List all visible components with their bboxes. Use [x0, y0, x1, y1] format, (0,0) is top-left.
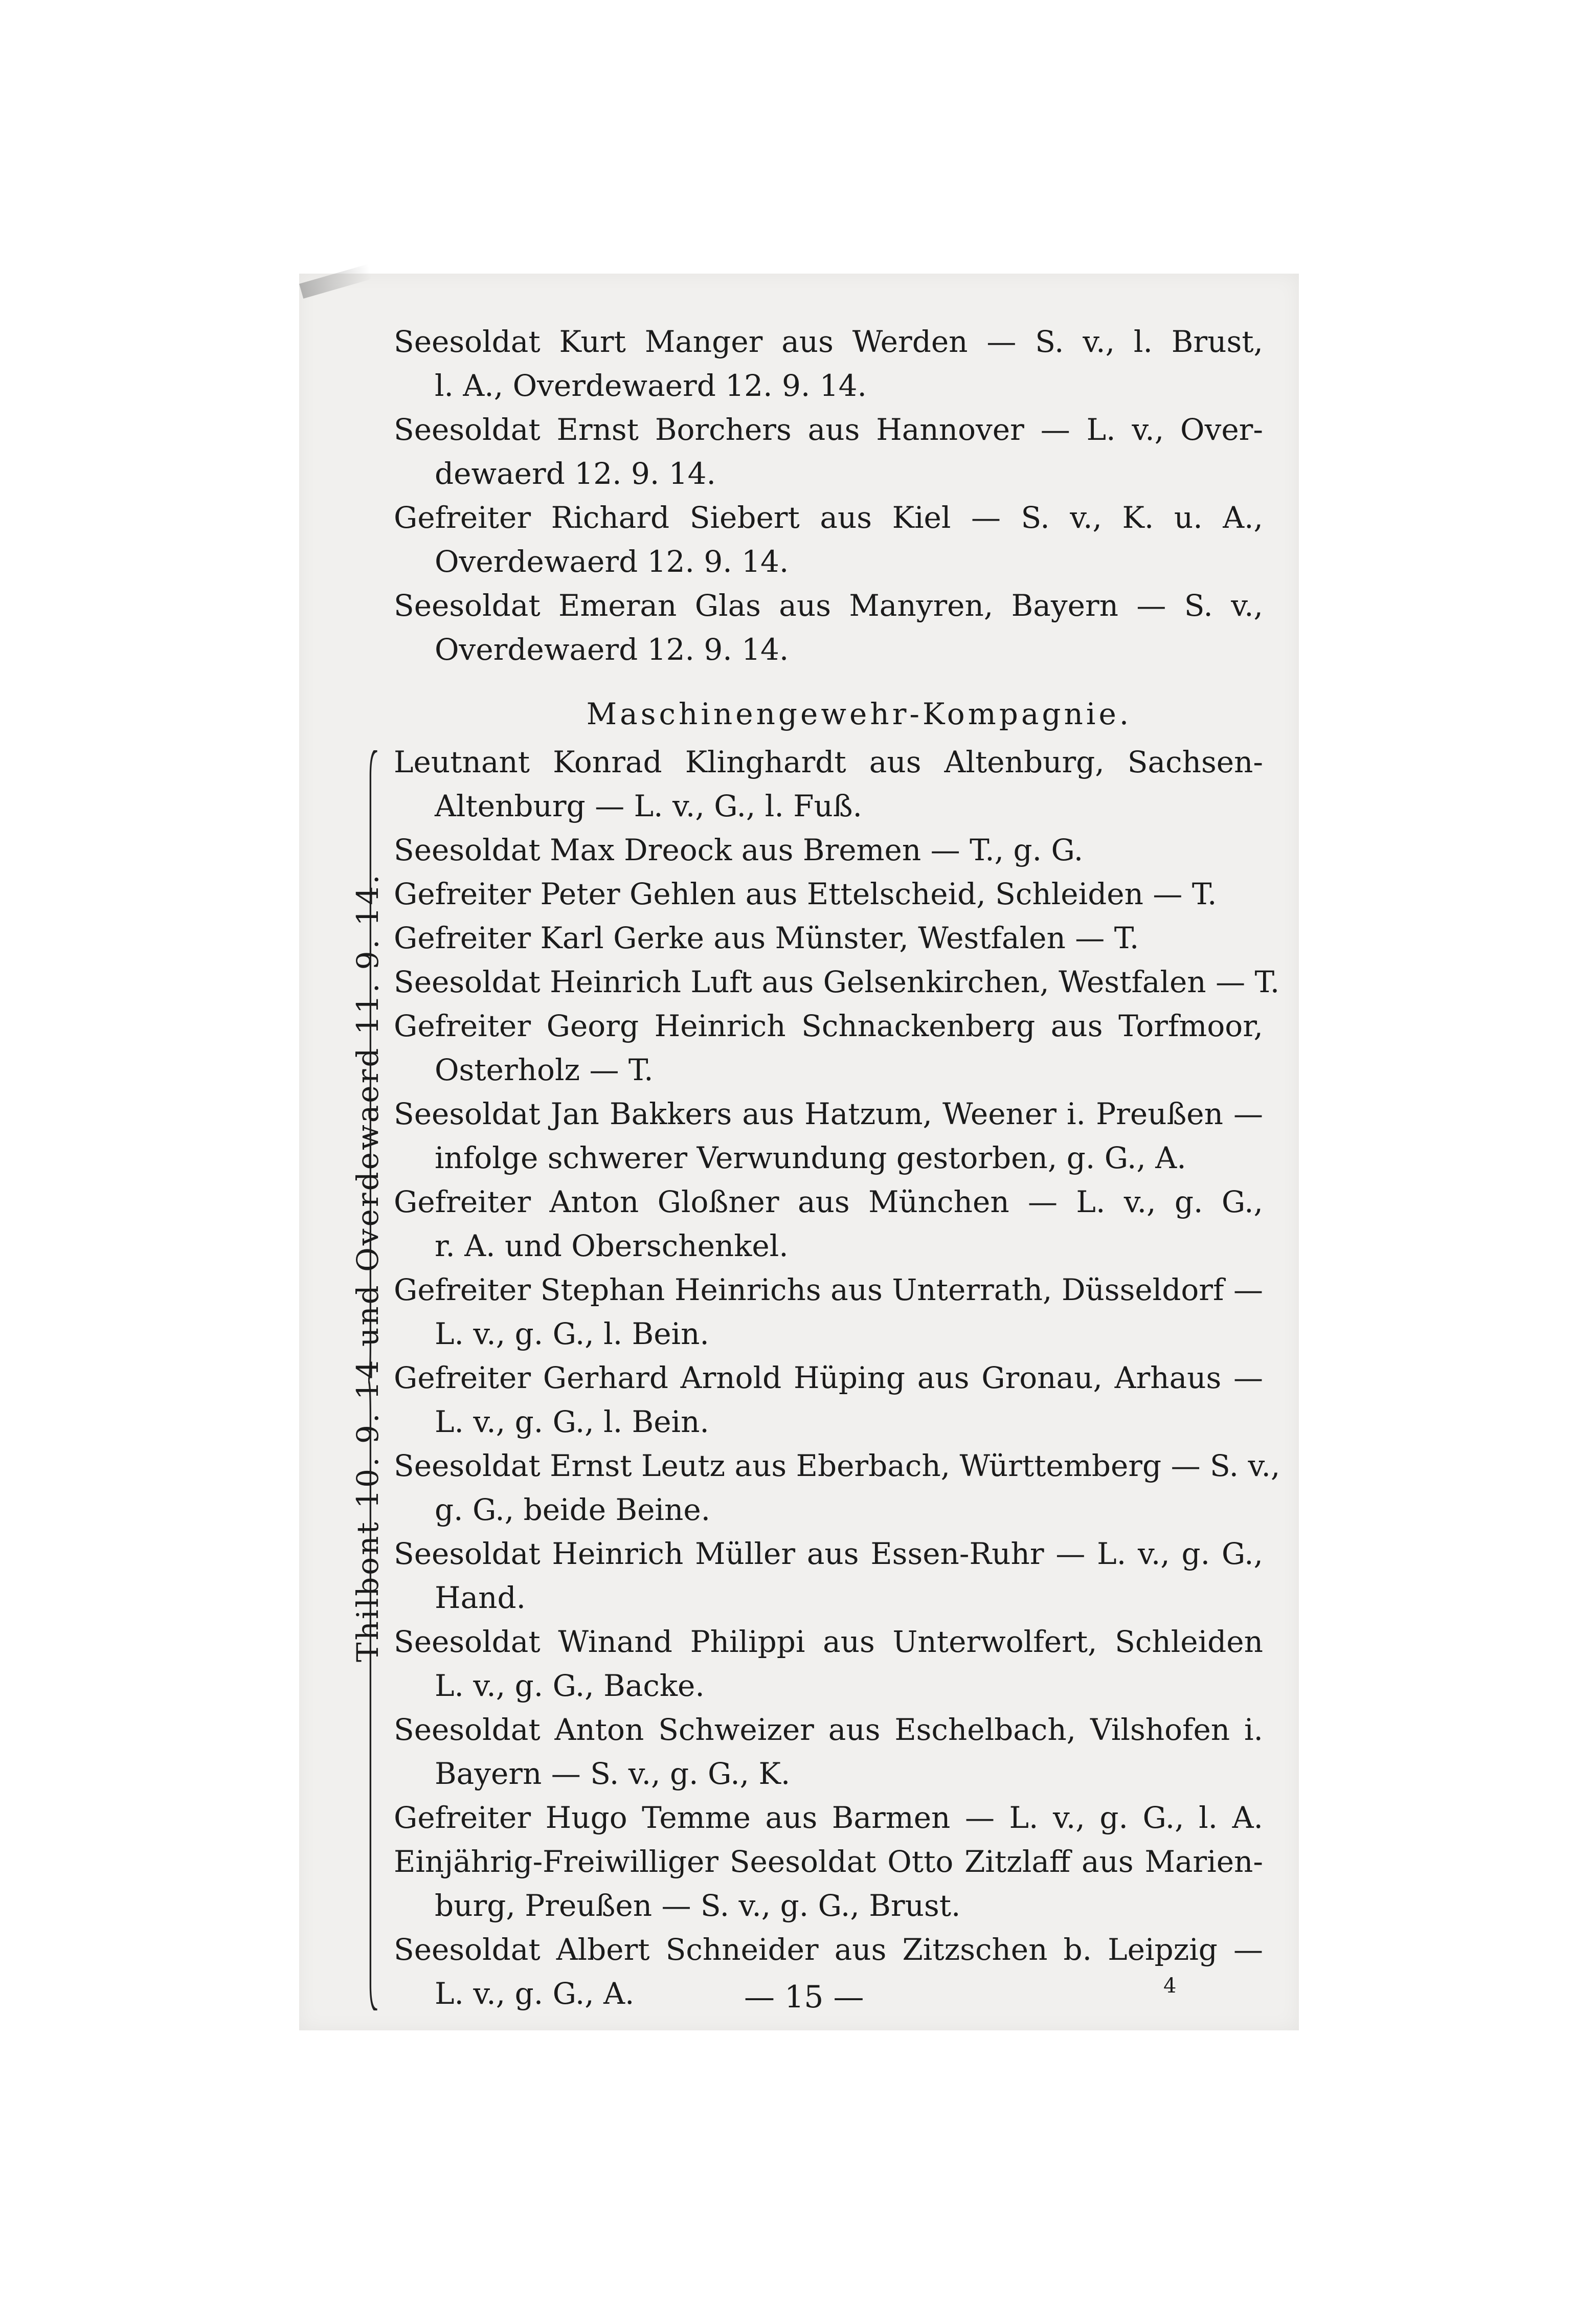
entry-line: Gefreiter Hugo Temme aus Barmen — L. v., g. G., l. A. [394, 1800, 1263, 1835]
entry-line: Seesoldat Kurt Manger aus Werden — S. v., l. Brust, [394, 324, 1263, 359]
entry-line: Leutnant Konrad Klinghardt aus Altenburg, Sachsen- [394, 745, 1263, 779]
book-page [299, 274, 1299, 2030]
entry-continuation: Altenburg — L. v., G., l. Fuß. [435, 789, 862, 823]
list-item [394, 1356, 1263, 1444]
casualty-group [373, 740, 1280, 2016]
side-caption: Thilbont 10. 9. 14 und Overdewaerd 11. 9. 14. [350, 872, 385, 1662]
entry-continuation: Osterholz — T. [435, 1053, 654, 1087]
entry-line: Seesoldat Heinrich Müller aus Essen-Ruhr — L. v., g. G., [394, 1536, 1263, 1571]
entry-line: Gefreiter Georg Heinrich Schnackenberg aus Torfmoor, [394, 1009, 1263, 1043]
entry-line: Seesoldat Heinrich Luft aus Gelsenkirchen, Westfalen — T. [394, 965, 1280, 999]
list-item [394, 1004, 1263, 1092]
entry-continuation: Bayern — S. v., g. G., K. [435, 1756, 791, 1791]
entry-line: Seesoldat Max Dreock aus Bremen — T., g. G. [394, 833, 1084, 867]
entry-line: Gefreiter Richard Siebert aus Kiel — S. v., K. u. A., [394, 500, 1263, 535]
corner-mark [299, 264, 372, 298]
list-item [394, 1268, 1263, 1356]
section-heading: Maschinengewehr-Kompagnie. [586, 697, 1132, 731]
list-item [394, 872, 1263, 916]
list-item [394, 740, 1263, 828]
entry-continuation: L. v., g. G., Backe. [435, 1668, 705, 1703]
entry-line: Gefreiter Gerhard Arnold Hüping aus Gronau, Arhaus — [394, 1360, 1263, 1395]
entry-line: Gefreiter Stephan Heinrichs aus Unterrath, Düsseldorf — [394, 1272, 1263, 1307]
entry-line: Gefreiter Karl Gerke aus Münster, Westfalen — T. [394, 921, 1139, 955]
list-item [394, 320, 1263, 408]
page-text [394, 320, 1280, 2016]
list-item [394, 1708, 1263, 1796]
entry-continuation: L. v., g. G., l. Bein. [435, 1316, 709, 1351]
entry-line: Seesoldat Emeran Glas aus Manyren, Bayern — S. v., [394, 588, 1263, 623]
page-number: — 15 — [744, 1979, 864, 2015]
entry-continuation: L. v., g. G., A. [435, 1976, 635, 2011]
entry-line: Seesoldat Winand Philippi aus Unterwolfert, Schleiden [394, 1624, 1263, 1659]
top-entries [394, 320, 1263, 672]
list-item [394, 584, 1263, 672]
signature-mark: 4 [1163, 1974, 1177, 1998]
list-item [394, 916, 1263, 960]
list-item [394, 1532, 1263, 1620]
list-item [394, 1796, 1263, 1840]
entry-line: Seesoldat Ernst Leutz aus Eberbach, Württemberg — S. v., [394, 1448, 1280, 1483]
list-item [394, 496, 1263, 584]
list-item [394, 828, 1263, 872]
entry-continuation: dewaerd 12. 9. 14. [435, 456, 716, 491]
entry-continuation: Overdewaerd 12. 9. 14. [435, 632, 789, 667]
entry-line: Seesoldat Ernst Borchers aus Hannover — L. v., Over- [394, 412, 1263, 447]
list-item [394, 1620, 1263, 1708]
entry-continuation: Overdewaerd 12. 9. 14. [435, 544, 789, 579]
entry-line: Einjährig-Freiwilliger Seesoldat Otto Zitzlaff aus Marien- [394, 1844, 1263, 1879]
list-item [394, 1180, 1263, 1268]
list-item [394, 1444, 1280, 1532]
entry-continuation: r. A. und Oberschenkel. [435, 1228, 789, 1263]
entry-line: Seesoldat Anton Schweizer aus Eschelbach, Vilshofen i. [394, 1712, 1263, 1747]
list-item [394, 1092, 1263, 1180]
entry-line: Gefreiter Anton Gloßner aus München — L. v., g. G., [394, 1184, 1263, 1219]
entry-line: Seesoldat Albert Schneider aus Zitzschen b. Leipzig — [394, 1932, 1263, 1967]
entry-line: Seesoldat Jan Bakkers aus Hatzum, Weener i. Preußen — [394, 1096, 1263, 1131]
list-item [394, 1840, 1263, 1928]
entry-line: Gefreiter Peter Gehlen aus Ettelscheid, Schleiden — T. [394, 877, 1217, 911]
entry-continuation: l. A., Overdewaerd 12. 9. 14. [435, 368, 867, 403]
list-item [394, 960, 1280, 1004]
entry-continuation: g. G., beide Beine. [435, 1492, 711, 1527]
entry-continuation: burg, Preußen — S. v., g. G., Brust. [435, 1888, 961, 1923]
entry-continuation: infolge schwerer Verwundung gestorben, g. G., A. [435, 1140, 1186, 1175]
entry-continuation: L. v., g. G., l. Bein. [435, 1404, 709, 1439]
entry-continuation: Hand. [435, 1580, 526, 1615]
list-item [394, 408, 1263, 496]
